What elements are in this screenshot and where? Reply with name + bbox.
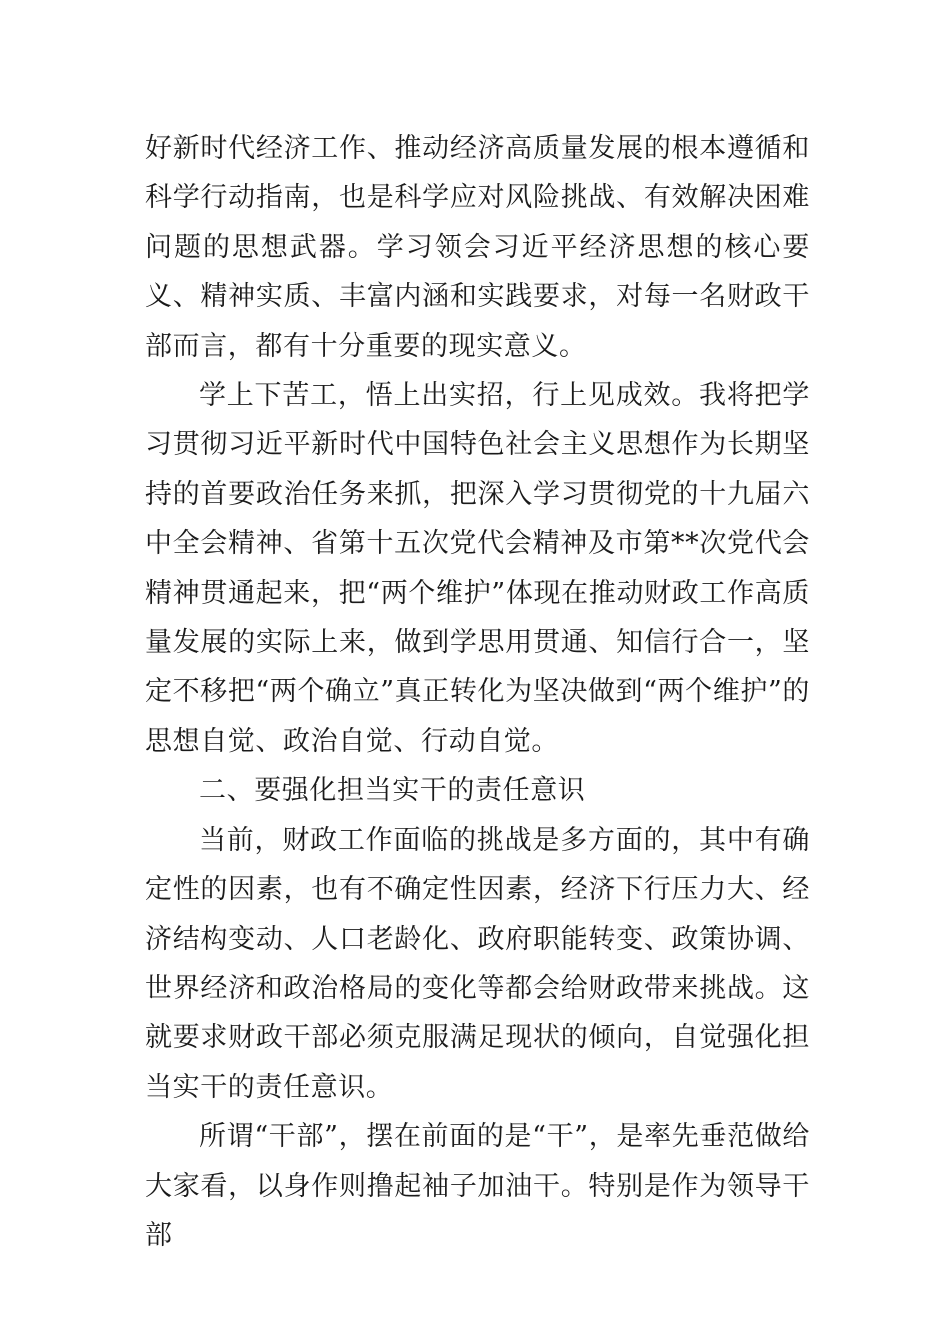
paragraph-cadre-meaning: 所谓“干部”，摆在前面的是“干”，是率先垂范做给大家看，以身作则撸起袖子加油干。特别是作为领导干部 <box>145 1121 810 1251</box>
document-body <box>145 124 810 1260</box>
paragraph-study-practice: 学上下苦工，悟上出实招，行上见成效。我将把学习贯彻习近平新时代中国特色社会主义思想作为长期坚持的首要政治任务来抓，把深入学习贯彻党的十九届六中全会精神、省第十五次党代会精神及市第**次党代会精神贯通起来，把“两个维护”体现在推动财政工作高质量发展的实际上来，做到学思用贯通、知信行合一，坚定不移把“两个确立”真正转化为坚决做到“两个维护”的思想自觉、政治自觉、行动自觉。 <box>145 380 810 757</box>
paragraph-fiscal-challenges: 当前，财政工作面临的挑战是多方面的，其中有确定性的因素，也有不确定性因素，经济下行压力大、经济结构变动、人口老龄化、政府职能转变、政策协调、世界经济和政治格局的变化等都会给财政带来挑战。这就要求财政干部必须克服满足现状的倾向，自觉强化担当实干的责任意识。 <box>145 824 810 1103</box>
section-heading-responsibility: 二、要强化担当实干的责任意识 <box>199 775 586 807</box>
paragraph-continuation: 好新时代经济工作、推动经济高质量发展的根本遵循和科学行动指南，也是科学应对风险挑战、有效解决困难问题的思想武器。学习领会习近平经济思想的核心要义、精神实质、丰富内涵和实践要求，对每一名财政干部而言，都有十分重要的现实意义。 <box>145 133 810 362</box>
